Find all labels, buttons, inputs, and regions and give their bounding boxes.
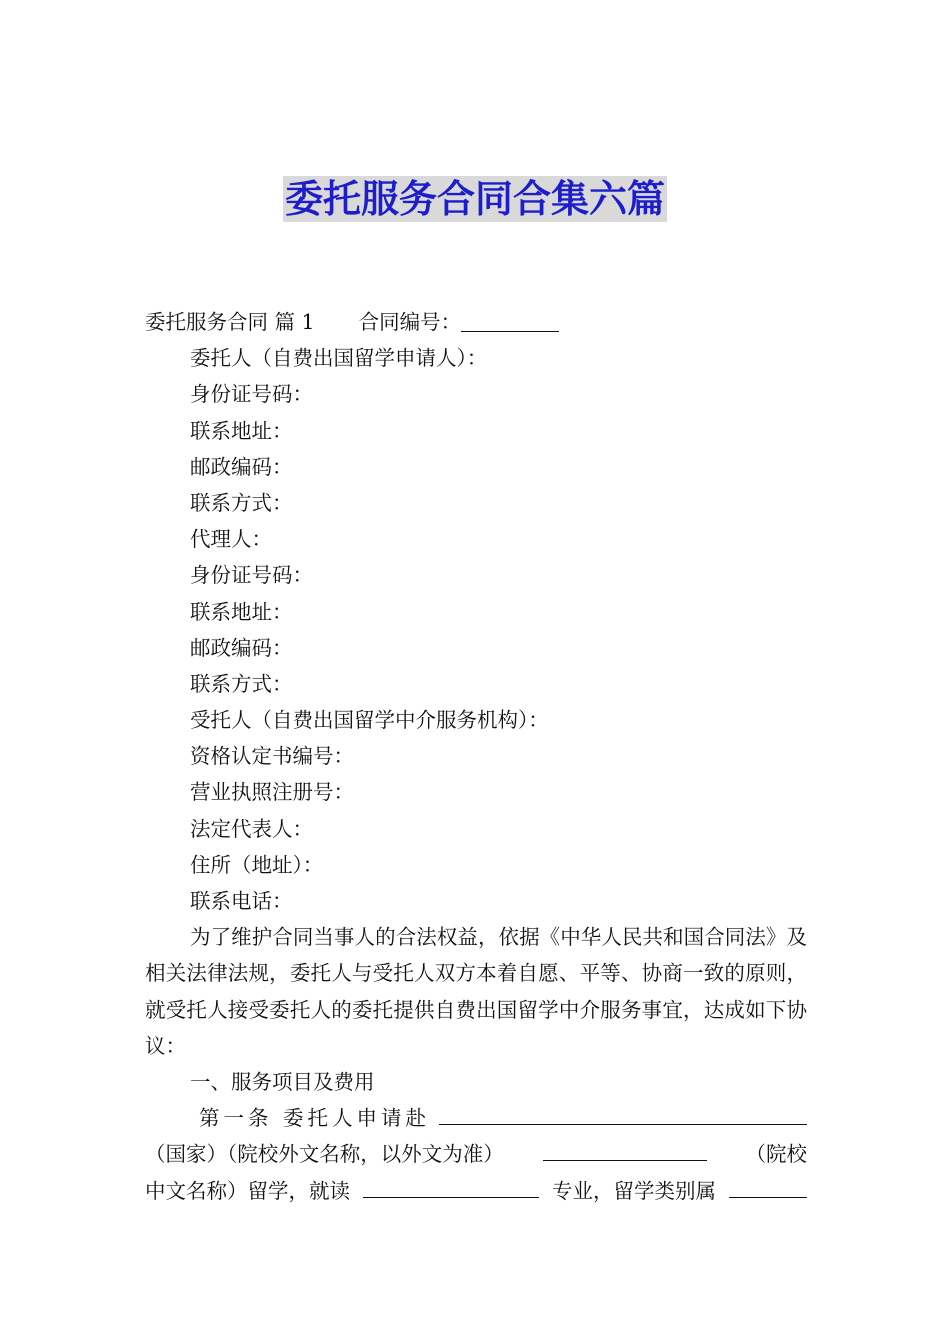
article-one-category-label: 专业，留学类别属 <box>552 1178 716 1203</box>
field-agent-postcode: 邮政编码： <box>190 635 293 660</box>
article-one-school-cn: （院校 <box>745 1142 807 1167</box>
field-client-address: 联系地址： <box>190 418 293 443</box>
field-agent: 代理人： <box>190 527 272 552</box>
title-wrap <box>0 176 950 222</box>
preamble-paragraph: 为了维护合同当事人的合法权益，依据《中华人民共和国合同法》及相关法律法规，委托人与受托人双方本着自愿、平等、协商一致的原则，就受托人接受委托人的委托提供自费出国留学中介服务事宜，达成如下协议： <box>145 925 807 1058</box>
school-name-blank <box>543 1138 707 1161</box>
country-blank <box>439 1102 807 1125</box>
article-one-study-label: 中文名称）留学，就读 <box>145 1178 350 1203</box>
field-client-contact: 联系方式： <box>190 490 293 515</box>
document-title: 委托服务合同合集六篇 <box>284 177 665 221</box>
article-one-text: 第一条 委托人申请赴 <box>199 1106 431 1131</box>
field-client-postcode: 邮政编码： <box>190 454 293 479</box>
major-blank <box>363 1175 539 1198</box>
field-trustee-representative: 法定代表人： <box>190 816 313 841</box>
field-trustee: 受托人（自费出国留学中介服务机构）： <box>190 708 549 733</box>
article-one-line-3 <box>145 1173 807 1209</box>
field-client: 委托人（自费出国留学申请人）： <box>190 346 488 371</box>
field-trustee-certificate: 资格认定书编号： <box>190 744 354 769</box>
document-body <box>145 304 807 1209</box>
field-trustee-license: 营业执照注册号： <box>190 780 354 805</box>
field-trustee-phone: 联系电话： <box>190 889 293 913</box>
category-blank <box>729 1175 807 1198</box>
field-trustee-address: 住所（地址）： <box>190 852 324 877</box>
article-one-country-school: （国家）（院校外文名称，以外文为准） <box>145 1142 504 1167</box>
field-agent-id: 身份证号码： <box>190 563 313 588</box>
field-agent-address: 联系地址： <box>190 599 293 624</box>
contract-heading-line <box>145 304 807 340</box>
field-client-id: 身份证号码： <box>190 382 313 407</box>
article-one-line-2 <box>145 1136 807 1172</box>
contract-heading: 委托服务合同 篇 1 <box>145 310 315 334</box>
section-one-heading: 一、服务项目及费用 <box>190 1070 375 1094</box>
field-agent-contact: 联系方式： <box>190 671 293 696</box>
article-one-line-1 <box>145 1100 807 1136</box>
contract-number-blank <box>461 309 559 332</box>
contract-number-label: 合同编号： <box>358 310 462 334</box>
